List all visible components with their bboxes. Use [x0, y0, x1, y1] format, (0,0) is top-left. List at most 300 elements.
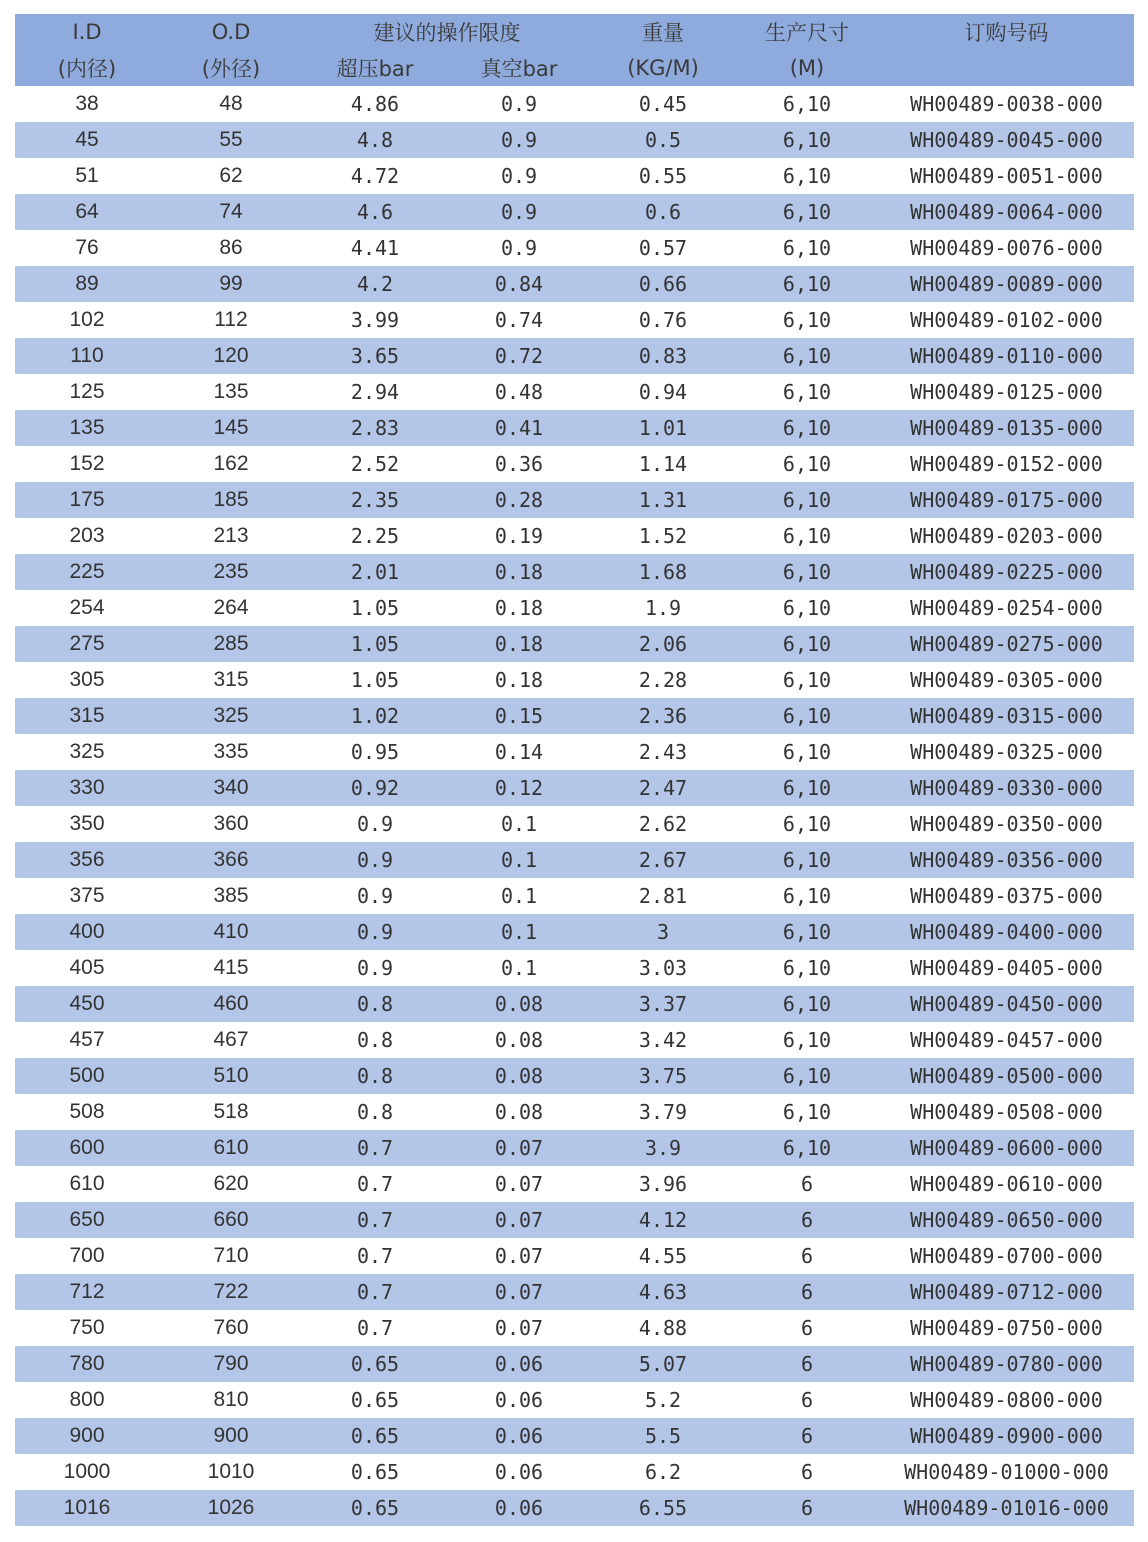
header-pressure: 超压bar	[303, 50, 447, 86]
cell-order: WH00489-0900-000	[879, 1418, 1134, 1454]
cell-od: 810	[159, 1382, 303, 1418]
cell-vacuum: 0.15	[447, 698, 591, 734]
cell-order: WH00489-0064-000	[879, 194, 1134, 230]
cell-weight: 3	[591, 914, 735, 950]
cell-order: WH00489-0110-000	[879, 338, 1134, 374]
header-size-sub: (M)	[735, 50, 879, 86]
table-row	[15, 698, 1134, 734]
cell-id: 135	[15, 410, 159, 446]
cell-weight: 1.68	[591, 554, 735, 590]
header-od: O.D	[159, 14, 303, 50]
table-row	[15, 626, 1134, 662]
cell-pressure: 0.9	[303, 914, 447, 950]
cell-order: WH00489-0405-000	[879, 950, 1134, 986]
cell-size: 6,10	[735, 986, 879, 1022]
cell-size: 6,10	[735, 950, 879, 986]
cell-vacuum: 0.06	[447, 1382, 591, 1418]
cell-size: 6,10	[735, 194, 879, 230]
table-row	[15, 518, 1134, 554]
cell-weight: 1.01	[591, 410, 735, 446]
cell-vacuum: 0.06	[447, 1454, 591, 1490]
cell-id: 1000	[15, 1454, 159, 1490]
cell-weight: 5.2	[591, 1382, 735, 1418]
cell-id: 780	[15, 1346, 159, 1382]
cell-pressure: 0.8	[303, 1058, 447, 1094]
cell-vacuum: 0.9	[447, 86, 591, 122]
cell-size: 6,10	[735, 374, 879, 410]
header-vacuum: 真空bar	[447, 50, 591, 86]
cell-vacuum: 0.48	[447, 374, 591, 410]
cell-od: 264	[159, 590, 303, 626]
cell-id: 457	[15, 1022, 159, 1058]
cell-pressure: 2.25	[303, 518, 447, 554]
cell-vacuum: 0.1	[447, 950, 591, 986]
table-row	[15, 1418, 1134, 1454]
cell-pressure: 0.8	[303, 1022, 447, 1058]
cell-id: 325	[15, 734, 159, 770]
cell-order: WH00489-0330-000	[879, 770, 1134, 806]
cell-size: 6,10	[735, 878, 879, 914]
cell-pressure: 2.35	[303, 482, 447, 518]
cell-weight: 0.5	[591, 122, 735, 158]
cell-weight: 0.55	[591, 158, 735, 194]
cell-pressure: 1.02	[303, 698, 447, 734]
cell-order: WH00489-0203-000	[879, 518, 1134, 554]
cell-size: 6,10	[735, 662, 879, 698]
cell-weight: 0.6	[591, 194, 735, 230]
cell-od: 610	[159, 1130, 303, 1166]
cell-od: 360	[159, 806, 303, 842]
cell-pressure: 0.7	[303, 1130, 447, 1166]
cell-weight: 2.28	[591, 662, 735, 698]
table-row	[15, 1346, 1134, 1382]
cell-vacuum: 0.18	[447, 590, 591, 626]
cell-size: 6,10	[735, 158, 879, 194]
cell-pressure: 1.05	[303, 662, 447, 698]
cell-id: 275	[15, 626, 159, 662]
cell-od: 162	[159, 446, 303, 482]
cell-pressure: 0.8	[303, 986, 447, 1022]
cell-order: WH00489-0315-000	[879, 698, 1134, 734]
cell-od: 1010	[159, 1454, 303, 1490]
cell-order: WH00489-0350-000	[879, 806, 1134, 842]
cell-od: 415	[159, 950, 303, 986]
cell-size: 6,10	[735, 410, 879, 446]
cell-vacuum: 0.06	[447, 1346, 591, 1382]
table-body	[15, 86, 1134, 1526]
table-row	[15, 842, 1134, 878]
cell-od: 62	[159, 158, 303, 194]
cell-od: 1026	[159, 1490, 303, 1526]
cell-id: 650	[15, 1202, 159, 1238]
cell-od: 185	[159, 482, 303, 518]
cell-order: WH00489-0610-000	[879, 1166, 1134, 1202]
cell-weight: 1.31	[591, 482, 735, 518]
cell-order: WH00489-0038-000	[879, 86, 1134, 122]
header-row-2	[15, 50, 1134, 86]
table-row	[15, 950, 1134, 986]
cell-id: 712	[15, 1274, 159, 1310]
cell-id: 125	[15, 374, 159, 410]
table-row	[15, 770, 1134, 806]
cell-id: 610	[15, 1166, 159, 1202]
cell-weight: 4.88	[591, 1310, 735, 1346]
cell-size: 6,10	[735, 554, 879, 590]
cell-id: 600	[15, 1130, 159, 1166]
cell-size: 6,10	[735, 122, 879, 158]
cell-size: 6,10	[735, 698, 879, 734]
cell-size: 6,10	[735, 626, 879, 662]
cell-order: WH00489-0712-000	[879, 1274, 1134, 1310]
table-row	[15, 1310, 1134, 1346]
cell-order: WH00489-0051-000	[879, 158, 1134, 194]
cell-od: 790	[159, 1346, 303, 1382]
cell-vacuum: 0.18	[447, 554, 591, 590]
cell-pressure: 0.65	[303, 1382, 447, 1418]
cell-pressure: 0.95	[303, 734, 447, 770]
cell-weight: 2.06	[591, 626, 735, 662]
spec-table	[15, 14, 1134, 1526]
cell-id: 350	[15, 806, 159, 842]
cell-id: 400	[15, 914, 159, 950]
cell-vacuum: 0.07	[447, 1130, 591, 1166]
cell-pressure: 4.72	[303, 158, 447, 194]
cell-size: 6	[735, 1490, 879, 1526]
cell-order: WH00489-0750-000	[879, 1310, 1134, 1346]
cell-od: 112	[159, 302, 303, 338]
header-id: I.D	[15, 14, 159, 50]
cell-id: 508	[15, 1094, 159, 1130]
cell-order: WH00489-0600-000	[879, 1130, 1134, 1166]
cell-vacuum: 0.19	[447, 518, 591, 554]
table-row	[15, 1058, 1134, 1094]
cell-vacuum: 0.07	[447, 1166, 591, 1202]
cell-id: 64	[15, 194, 159, 230]
cell-weight: 2.62	[591, 806, 735, 842]
cell-pressure: 0.65	[303, 1454, 447, 1490]
cell-size: 6,10	[735, 482, 879, 518]
cell-pressure: 0.7	[303, 1310, 447, 1346]
cell-vacuum: 0.18	[447, 626, 591, 662]
header-order: 订购号码	[879, 14, 1134, 50]
cell-weight: 3.37	[591, 986, 735, 1022]
header-id-sub: (内径)	[15, 50, 159, 86]
cell-order: WH00489-0045-000	[879, 122, 1134, 158]
cell-od: 467	[159, 1022, 303, 1058]
cell-weight: 3.79	[591, 1094, 735, 1130]
cell-vacuum: 0.06	[447, 1490, 591, 1526]
cell-weight: 3.42	[591, 1022, 735, 1058]
header-od-sub: (外径)	[159, 50, 303, 86]
cell-od: 99	[159, 266, 303, 302]
cell-vacuum: 0.9	[447, 122, 591, 158]
cell-order: WH00489-0305-000	[879, 662, 1134, 698]
cell-od: 660	[159, 1202, 303, 1238]
cell-pressure: 4.6	[303, 194, 447, 230]
cell-weight: 2.81	[591, 878, 735, 914]
table-row	[15, 482, 1134, 518]
table-row	[15, 1022, 1134, 1058]
cell-pressure: 0.7	[303, 1166, 447, 1202]
cell-vacuum: 0.08	[447, 1058, 591, 1094]
cell-pressure: 0.8	[303, 1094, 447, 1130]
header-weight: 重量	[591, 14, 735, 50]
cell-vacuum: 0.07	[447, 1310, 591, 1346]
cell-order: WH00489-0225-000	[879, 554, 1134, 590]
cell-size: 6	[735, 1382, 879, 1418]
cell-order: WH00489-01000-000	[879, 1454, 1134, 1490]
cell-pressure: 2.94	[303, 374, 447, 410]
cell-order: WH00489-01016-000	[879, 1490, 1134, 1526]
cell-weight: 2.43	[591, 734, 735, 770]
table-row	[15, 1094, 1134, 1130]
header-size: 生产尺寸	[735, 14, 879, 50]
cell-order: WH00489-0650-000	[879, 1202, 1134, 1238]
cell-vacuum: 0.1	[447, 914, 591, 950]
cell-vacuum: 0.12	[447, 770, 591, 806]
cell-id: 375	[15, 878, 159, 914]
cell-pressure: 1.05	[303, 590, 447, 626]
cell-weight: 0.94	[591, 374, 735, 410]
cell-size: 6	[735, 1274, 879, 1310]
cell-order: WH00489-0076-000	[879, 230, 1134, 266]
table-row	[15, 662, 1134, 698]
cell-order: WH00489-0457-000	[879, 1022, 1134, 1058]
cell-weight: 3.9	[591, 1130, 735, 1166]
cell-id: 38	[15, 86, 159, 122]
cell-weight: 5.07	[591, 1346, 735, 1382]
cell-size: 6,10	[735, 770, 879, 806]
cell-weight: 2.67	[591, 842, 735, 878]
cell-od: 335	[159, 734, 303, 770]
cell-id: 175	[15, 482, 159, 518]
spec-table-container	[15, 14, 1134, 1526]
cell-weight: 2.36	[591, 698, 735, 734]
cell-order: WH00489-0102-000	[879, 302, 1134, 338]
cell-od: 325	[159, 698, 303, 734]
cell-weight: 1.52	[591, 518, 735, 554]
cell-vacuum: 0.07	[447, 1238, 591, 1274]
table-row	[15, 986, 1134, 1022]
cell-pressure: 0.9	[303, 878, 447, 914]
cell-od: 48	[159, 86, 303, 122]
cell-pressure: 0.9	[303, 950, 447, 986]
cell-vacuum: 0.9	[447, 230, 591, 266]
cell-size: 6	[735, 1238, 879, 1274]
cell-size: 6,10	[735, 1130, 879, 1166]
table-row	[15, 374, 1134, 410]
cell-vacuum: 0.14	[447, 734, 591, 770]
cell-od: 86	[159, 230, 303, 266]
table-header	[15, 14, 1134, 86]
cell-vacuum: 0.07	[447, 1202, 591, 1238]
cell-size: 6,10	[735, 1094, 879, 1130]
cell-od: 710	[159, 1238, 303, 1274]
cell-order: WH00489-0254-000	[879, 590, 1134, 626]
cell-od: 74	[159, 194, 303, 230]
cell-od: 55	[159, 122, 303, 158]
cell-order: WH00489-0356-000	[879, 842, 1134, 878]
cell-id: 356	[15, 842, 159, 878]
cell-order: WH00489-0375-000	[879, 878, 1134, 914]
cell-pressure: 3.65	[303, 338, 447, 374]
cell-order: WH00489-0275-000	[879, 626, 1134, 662]
cell-id: 315	[15, 698, 159, 734]
cell-order: WH00489-0135-000	[879, 410, 1134, 446]
cell-order: WH00489-0508-000	[879, 1094, 1134, 1130]
cell-weight: 0.45	[591, 86, 735, 122]
cell-weight: 3.96	[591, 1166, 735, 1202]
cell-od: 620	[159, 1166, 303, 1202]
table-row	[15, 914, 1134, 950]
cell-size: 6	[735, 1418, 879, 1454]
cell-id: 700	[15, 1238, 159, 1274]
cell-weight: 4.12	[591, 1202, 735, 1238]
cell-size: 6,10	[735, 842, 879, 878]
cell-order: WH00489-0152-000	[879, 446, 1134, 482]
cell-pressure: 4.8	[303, 122, 447, 158]
cell-vacuum: 0.41	[447, 410, 591, 446]
cell-pressure: 2.52	[303, 446, 447, 482]
cell-order: WH00489-0125-000	[879, 374, 1134, 410]
table-row	[15, 554, 1134, 590]
cell-pressure: 4.2	[303, 266, 447, 302]
cell-weight: 0.76	[591, 302, 735, 338]
cell-od: 366	[159, 842, 303, 878]
cell-od: 235	[159, 554, 303, 590]
cell-vacuum: 0.07	[447, 1274, 591, 1310]
cell-id: 152	[15, 446, 159, 482]
cell-od: 518	[159, 1094, 303, 1130]
table-row	[15, 302, 1134, 338]
cell-order: WH00489-0700-000	[879, 1238, 1134, 1274]
cell-vacuum: 0.1	[447, 842, 591, 878]
cell-id: 500	[15, 1058, 159, 1094]
cell-od: 385	[159, 878, 303, 914]
cell-pressure: 4.86	[303, 86, 447, 122]
cell-id: 51	[15, 158, 159, 194]
cell-vacuum: 0.08	[447, 986, 591, 1022]
cell-id: 330	[15, 770, 159, 806]
cell-weight: 5.5	[591, 1418, 735, 1454]
header-limits: 建议的操作限度	[303, 14, 591, 50]
cell-size: 6,10	[735, 734, 879, 770]
cell-size: 6	[735, 1346, 879, 1382]
table-row	[15, 122, 1134, 158]
cell-order: WH00489-0800-000	[879, 1382, 1134, 1418]
table-row	[15, 1454, 1134, 1490]
cell-od: 900	[159, 1418, 303, 1454]
cell-id: 305	[15, 662, 159, 698]
cell-pressure: 3.99	[303, 302, 447, 338]
cell-vacuum: 0.18	[447, 662, 591, 698]
cell-order: WH00489-0400-000	[879, 914, 1134, 950]
cell-id: 405	[15, 950, 159, 986]
cell-pressure: 0.7	[303, 1238, 447, 1274]
cell-od: 410	[159, 914, 303, 950]
cell-vacuum: 0.08	[447, 1022, 591, 1058]
cell-pressure: 1.05	[303, 626, 447, 662]
cell-pressure: 2.01	[303, 554, 447, 590]
cell-order: WH00489-0780-000	[879, 1346, 1134, 1382]
cell-id: 800	[15, 1382, 159, 1418]
cell-size: 6,10	[735, 1022, 879, 1058]
cell-id: 110	[15, 338, 159, 374]
cell-vacuum: 0.72	[447, 338, 591, 374]
cell-weight: 6.55	[591, 1490, 735, 1526]
cell-od: 315	[159, 662, 303, 698]
table-row	[15, 230, 1134, 266]
cell-weight: 3.03	[591, 950, 735, 986]
header-weight-sub: (KG/M)	[591, 50, 735, 86]
table-row	[15, 734, 1134, 770]
cell-size: 6,10	[735, 266, 879, 302]
cell-pressure: 0.7	[303, 1274, 447, 1310]
cell-weight: 1.14	[591, 446, 735, 482]
cell-size: 6,10	[735, 518, 879, 554]
cell-vacuum: 0.74	[447, 302, 591, 338]
cell-od: 510	[159, 1058, 303, 1094]
table-row	[15, 1166, 1134, 1202]
cell-weight: 2.47	[591, 770, 735, 806]
table-row	[15, 1382, 1134, 1418]
cell-size: 6	[735, 1454, 879, 1490]
table-row	[15, 1202, 1134, 1238]
cell-vacuum: 0.08	[447, 1094, 591, 1130]
cell-weight: 3.75	[591, 1058, 735, 1094]
table-row	[15, 1490, 1134, 1526]
header-row-1	[15, 14, 1134, 50]
table-row	[15, 1238, 1134, 1274]
cell-od: 285	[159, 626, 303, 662]
cell-size: 6,10	[735, 230, 879, 266]
table-row	[15, 266, 1134, 302]
cell-od: 145	[159, 410, 303, 446]
table-row	[15, 1274, 1134, 1310]
cell-vacuum: 0.9	[447, 194, 591, 230]
cell-weight: 0.66	[591, 266, 735, 302]
cell-size: 6,10	[735, 590, 879, 626]
cell-pressure: 2.83	[303, 410, 447, 446]
cell-id: 450	[15, 986, 159, 1022]
cell-vacuum: 0.28	[447, 482, 591, 518]
cell-od: 340	[159, 770, 303, 806]
cell-vacuum: 0.84	[447, 266, 591, 302]
cell-od: 460	[159, 986, 303, 1022]
cell-size: 6,10	[735, 338, 879, 374]
cell-weight: 6.2	[591, 1454, 735, 1490]
table-row	[15, 338, 1134, 374]
cell-pressure: 4.41	[303, 230, 447, 266]
cell-order: WH00489-0450-000	[879, 986, 1134, 1022]
cell-pressure: 0.65	[303, 1346, 447, 1382]
cell-pressure: 0.65	[303, 1418, 447, 1454]
cell-od: 722	[159, 1274, 303, 1310]
cell-size: 6	[735, 1310, 879, 1346]
cell-weight: 0.57	[591, 230, 735, 266]
cell-od: 135	[159, 374, 303, 410]
cell-id: 203	[15, 518, 159, 554]
cell-id: 900	[15, 1418, 159, 1454]
table-row	[15, 158, 1134, 194]
cell-pressure: 0.9	[303, 842, 447, 878]
table-row	[15, 1130, 1134, 1166]
cell-id: 45	[15, 122, 159, 158]
cell-id: 102	[15, 302, 159, 338]
cell-size: 6,10	[735, 446, 879, 482]
table-row	[15, 410, 1134, 446]
cell-pressure: 0.9	[303, 806, 447, 842]
